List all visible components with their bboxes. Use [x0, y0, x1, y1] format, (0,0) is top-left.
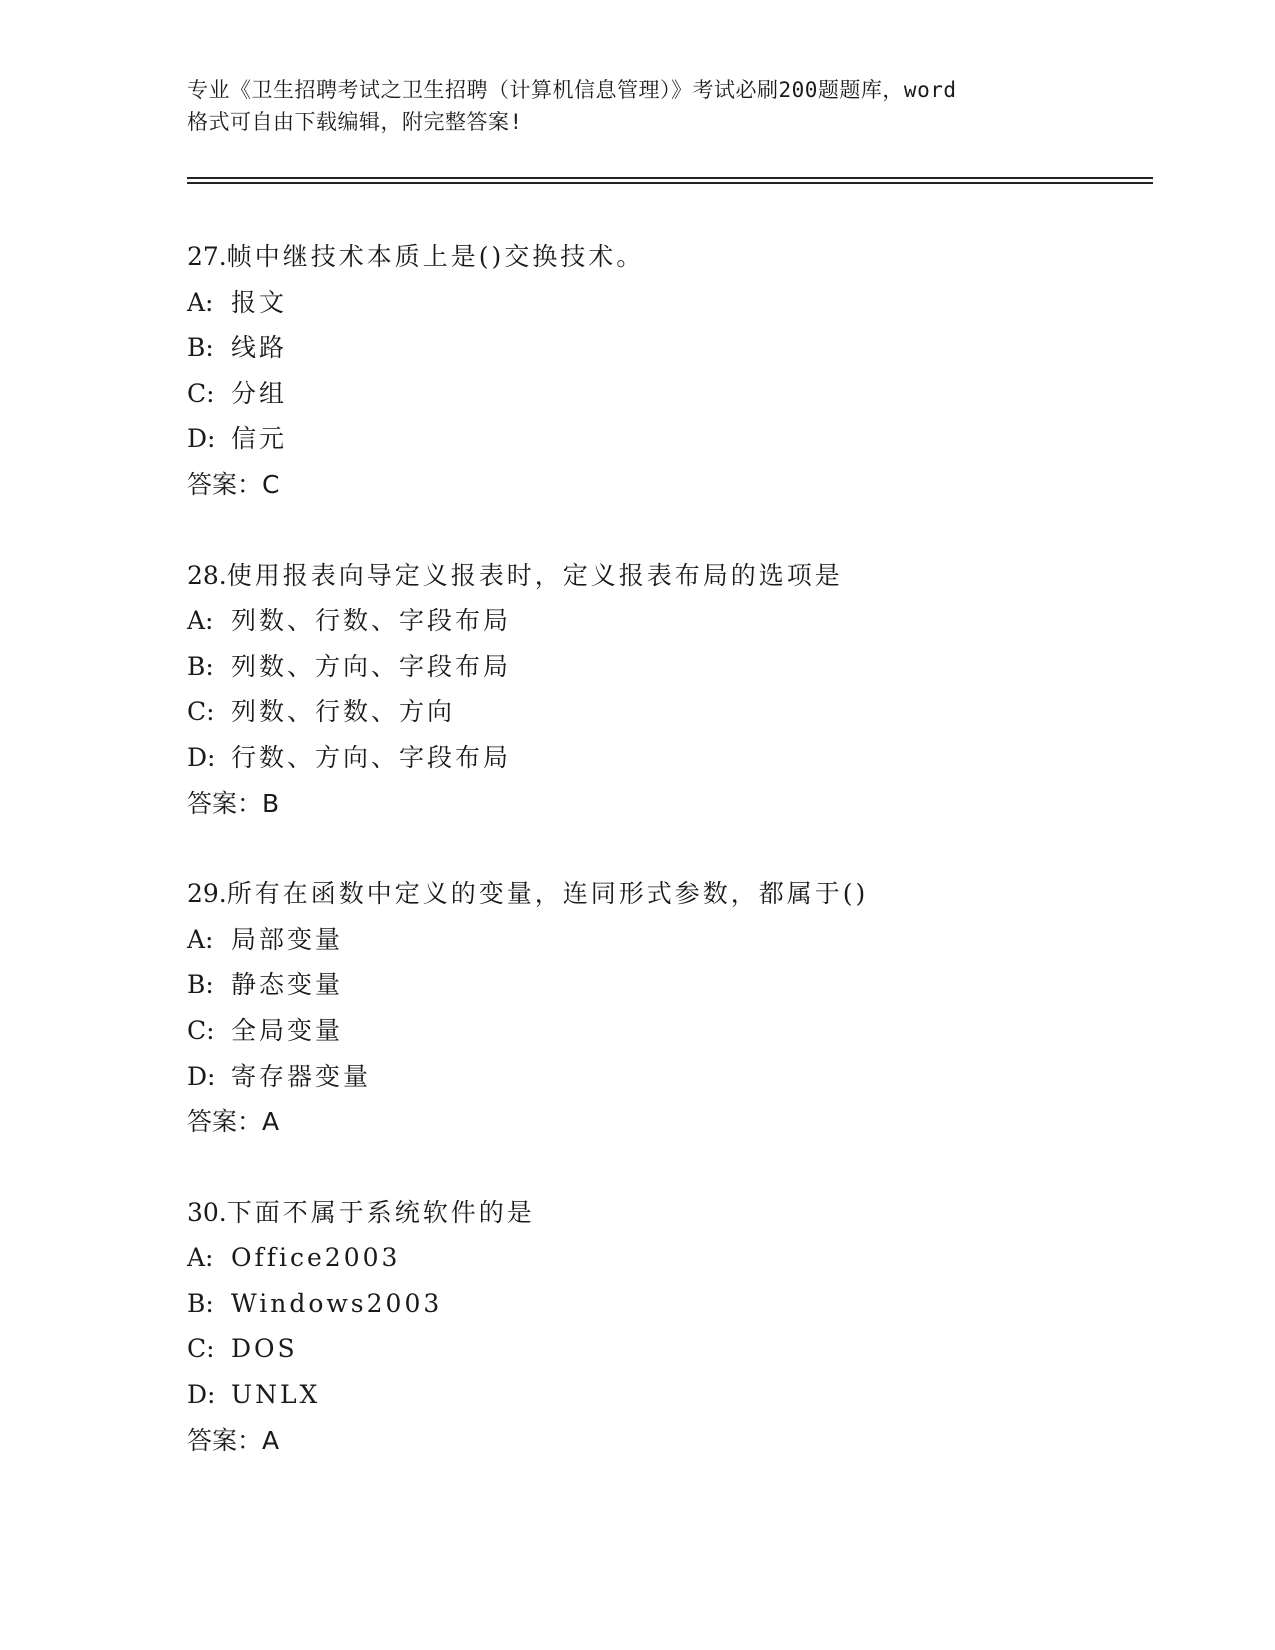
option-c	[187, 1326, 1147, 1372]
question-list	[187, 234, 1147, 1463]
question-text: 下面不属于系统软件的是	[226, 1197, 535, 1227]
answer-line: 答案：B	[187, 788, 280, 818]
option-key: C:	[187, 697, 215, 727]
option-key: B:	[187, 333, 214, 363]
header-divider-bottom	[187, 182, 1153, 184]
option-key: B:	[187, 651, 214, 681]
question-number: 30.	[187, 1197, 227, 1227]
question-stem	[187, 1190, 1147, 1236]
option-key: A:	[187, 287, 214, 317]
header-title-line-2: 格式可自由下载编辑，附完整答案!	[187, 110, 523, 134]
document-header	[187, 74, 1087, 138]
option-c	[187, 1008, 1147, 1054]
option-key: D:	[187, 424, 216, 454]
question-stem	[187, 553, 1147, 599]
question-number: 29.	[187, 879, 227, 909]
header-divider-top	[187, 177, 1153, 179]
option-b	[187, 325, 1147, 371]
option-key: D:	[187, 1061, 216, 1091]
question-spacer	[187, 826, 1147, 871]
option-key: C:	[187, 1015, 215, 1045]
question-30	[187, 1190, 1147, 1464]
answer-line: 答案：A	[187, 1107, 280, 1137]
header-title-line-1: 专业《卫生招聘考试之卫生招聘（计算机信息管理）》考试必刷200题题库，word	[187, 78, 957, 102]
option-a	[187, 1235, 1147, 1281]
question-27	[187, 234, 1147, 508]
option-a	[187, 917, 1147, 963]
option-key: A:	[187, 924, 214, 954]
question-spacer	[187, 508, 1147, 553]
option-text: 全局变量	[231, 1015, 344, 1045]
option-b	[187, 1281, 1147, 1327]
question-stem	[187, 871, 1147, 917]
option-text: 列数、行数、字段布局	[231, 606, 512, 636]
option-text: 行数、方向、字段布局	[231, 742, 512, 772]
answer-line: 答案：A	[187, 1425, 280, 1455]
question-text: 帧中继技术本质上是()交换技术。	[226, 242, 645, 271]
option-text: UNLX	[231, 1380, 321, 1410]
option-key: A:	[187, 606, 214, 636]
option-text: 列数、方向、字段布局	[231, 651, 512, 681]
option-text: DOS	[231, 1334, 298, 1364]
option-text: 分组	[231, 378, 288, 408]
option-a	[187, 280, 1147, 326]
option-key: B:	[187, 1288, 214, 1318]
option-text: 线路	[231, 333, 288, 363]
option-d	[187, 416, 1147, 462]
option-key: D:	[187, 1380, 216, 1410]
option-c	[187, 689, 1147, 735]
option-d	[187, 1054, 1147, 1100]
question-text: 使用报表向导定义报表时，定义报表布局的选项是	[226, 560, 843, 590]
question-text: 所有在函数中定义的变量，连同形式参数，都属于()	[226, 879, 869, 909]
question-spacer	[187, 1145, 1147, 1190]
option-d	[187, 735, 1147, 781]
option-key: A:	[187, 1243, 214, 1273]
question-stem	[187, 234, 1147, 280]
option-a	[187, 598, 1147, 644]
option-key: D:	[187, 742, 216, 772]
option-text: 列数、行数、方向	[231, 697, 456, 727]
option-text: 信元	[231, 424, 288, 454]
question-29	[187, 871, 1147, 1145]
option-text: 寄存器变量	[231, 1061, 372, 1091]
option-text: Windows2003	[231, 1288, 443, 1318]
option-d	[187, 1372, 1147, 1418]
option-c	[187, 371, 1147, 417]
option-text: 静态变量	[231, 970, 344, 1000]
option-b	[187, 962, 1147, 1008]
question-number: 27.	[187, 242, 227, 271]
question-28	[187, 553, 1147, 827]
option-text: 局部变量	[231, 924, 344, 954]
question-number: 28.	[187, 560, 227, 590]
option-text: Office2003	[231, 1243, 401, 1273]
option-b	[187, 644, 1147, 690]
option-key: C:	[187, 378, 215, 408]
answer-line: 答案：C	[187, 469, 280, 499]
option-text: 报文	[231, 287, 288, 317]
option-key: C:	[187, 1334, 215, 1364]
option-key: B:	[187, 970, 214, 1000]
